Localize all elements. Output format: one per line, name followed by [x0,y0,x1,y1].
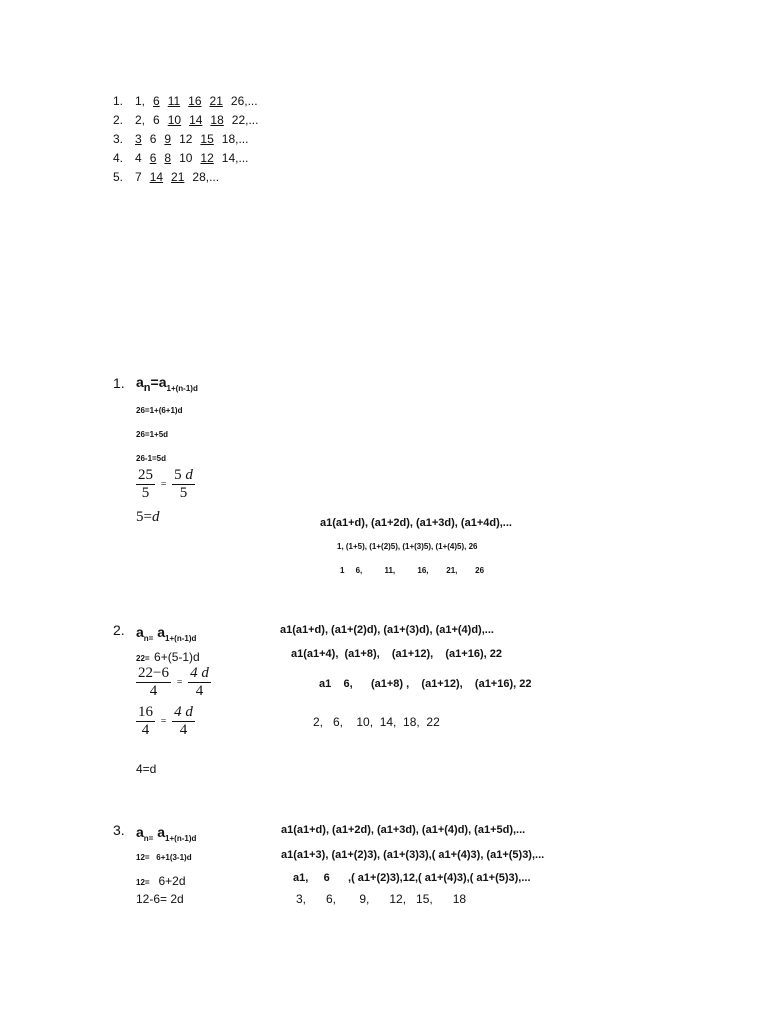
section-number-1: 1. [113,375,125,391]
s2-line-1: 22= 6+(5-1)d [136,650,200,664]
sequence-number: 5. [113,170,124,184]
sequence-term: 4 [135,151,142,165]
s1-terms-substituted: 1, (1+5), (1+(2)5), (1+(3)5), (1+(4)5), 26 [337,542,478,551]
sequence-number: 2. [113,113,124,127]
sequence-term: 22,... [231,113,259,127]
sequence-term: 14,... [221,151,249,165]
sequence-term: 12 [200,151,214,165]
s1-line-3: 26-1=5d [136,454,167,463]
s1-line-1: 26=1+(6+1)d [136,406,183,415]
sequence-list [113,92,266,187]
sequence-term: 8 [164,151,172,165]
formula-3: $a_{n=}$ $a_{1+(n-1)d}$ [136,824,197,844]
section-number-3: 3. [113,822,125,838]
sequence-row [113,168,266,187]
s1-fraction-equation: $\frac{25}{5}$ = $\frac{5 d}{5}$ [138,467,193,501]
s1-terms-general: a1(a1+d), (a1+2d), (a1+3d), (a1+4d),... [320,517,512,529]
sequence-number: 3. [113,132,124,146]
sequence-term: 18,... [221,132,249,146]
sequence-term: 6 [149,132,157,146]
sequence-term: 10 [179,151,193,165]
sequence-row [113,92,266,111]
sequence-term: 15 [200,132,214,146]
s2-fraction-equation-2: $\frac{16}{4}$ = $\frac{4 d}{4}$ [138,704,193,738]
sequence-term: 11 [167,94,181,108]
s2-fraction-equation: $\frac{22-6}{4}$ = $\frac{4 d}{4}$ [138,665,209,699]
sequence-term: 12 [179,132,193,146]
sequence-term: 21 [209,94,223,108]
sequence-term: 14 [189,113,203,127]
sequence-term: 6 [153,113,160,127]
sequence-term: 18 [210,113,224,127]
s3-terms-partial: a1, 6 ,( a1+(2)3),12,( a1+(4)3),( a1+(5)3),... [293,872,531,884]
s1-terms-values: 1 6, 11, 16, 21, 26 [340,566,485,575]
sequence-term: 14 [149,170,164,184]
s2-terms-substituted: a1(a1+4), (a1+8), (a1+12), (a1+16), 22 [291,648,502,660]
sequence-row [113,111,266,130]
sequence-term: 1, [135,94,146,108]
formula-1: $a_n=a_{1+(n-1)d}$ [136,374,198,395]
sequence-term: 3 [135,132,142,146]
s1-result: 5=d [136,509,160,525]
sequence-term: 10 [167,113,182,127]
s3-terms-substituted: a1(a1+3), (a1+(2)3), (a1+(3)3),( a1+(4)3), (a1+(5)3),... [281,849,545,861]
s3-line-1: 12= 6+1(3-1)d [136,853,192,862]
sequence-term: 7 [135,170,142,184]
sequence-term: 6 [149,151,157,165]
s2-terms-general: a1(a1+d), (a1+(2)d), (a1+(3)d), (a1+(4)d),... [280,624,494,636]
s2-terms-values: 2, 6, 10, 14, 18, 22 [313,715,440,729]
sequence-term: 6 [153,94,160,108]
sequence-term: 21 [171,170,185,184]
sequence-term: 9 [164,132,172,146]
s3-line-2: 12= 6+2d [136,874,186,888]
s1-line-2: 26=1+5d [136,430,169,439]
sequence-number: 1. [113,94,124,108]
sequence-row [113,130,266,149]
s3-line-3: 12-6= 2d [136,892,184,906]
s2-result: 4=d [136,762,157,776]
s3-terms-values: 3, 6, 9, 12, 15, 18 [296,892,467,906]
sequence-term: 16 [188,94,202,108]
formula-2: $a_{n=}$ $a_{1+(n-1)d}$ [136,624,197,644]
s3-terms-general: a1(a1+d), (a1+2d), (a1+3d), (a1+(4)d), (a1+5d),... [281,824,526,836]
s2-terms-partial: a1 6, (a1+8) , (a1+12), (a1+16), 22 [319,678,532,690]
sequence-row [113,149,266,168]
sequence-term: 2, [135,113,146,127]
section-number-2: 2. [113,622,125,638]
sequence-term: 26,... [230,94,258,108]
sequence-term: 28,... [192,170,220,184]
sequence-number: 4. [113,151,124,165]
